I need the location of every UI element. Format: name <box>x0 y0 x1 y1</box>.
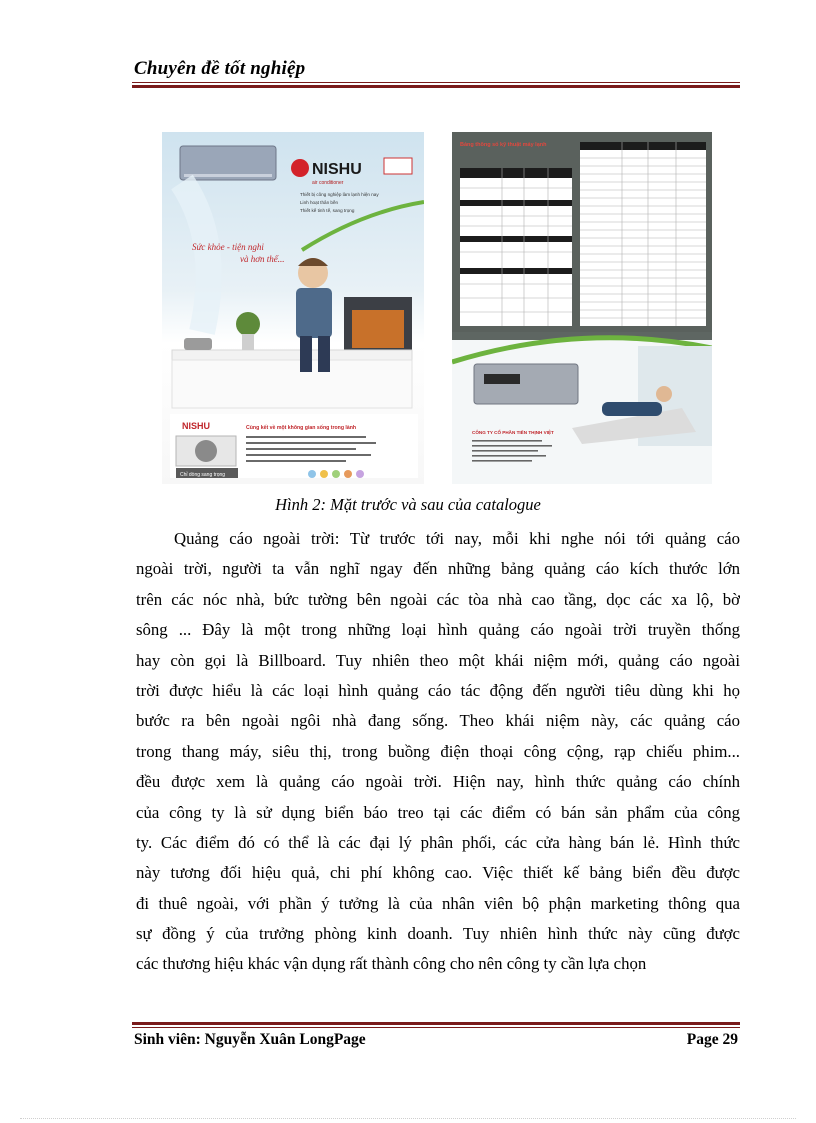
catalogue-front-graphic <box>162 132 424 484</box>
front-bullet: Thiết kế tinh tế, sang trọng <box>300 208 355 213</box>
paragraph-line: trong thang máy, siêu thị, trong buồng điện thoại công cộng, rạp chiếu phim... <box>136 741 740 761</box>
paragraph-line: trên các nóc nhà, bức tường bên ngoài các tòa nhà cao tầng, dọc các xa lộ, bờ <box>136 589 740 609</box>
header-rule-thick <box>132 85 740 88</box>
front-bullet: Linh hoạt thân bền <box>300 200 339 205</box>
paragraph-line: Quảng cáo ngoài trời: Từ trước tới nay, mỗi khi nghe nói tới quảng cáo <box>174 529 740 548</box>
footer-rule-thick <box>132 1022 740 1025</box>
footer-page-number: Page 29 <box>686 1031 738 1048</box>
body-paragraph <box>136 524 740 980</box>
paragraph-line: này tương đối hiệu quả, chi phí không cao. Việc thiết kế bảng biển đều được <box>136 863 740 883</box>
paragraph-line: đều được xem là quảng cáo ngoài trời. Hiện nay, hình thức quảng cáo chính <box>136 772 740 792</box>
footer-rule-thin <box>132 1027 740 1028</box>
bottom-brand: NISHU <box>182 421 211 431</box>
paragraph-line: bước ra bên ngoài ngôi nhà đang sống. Theo khái niệm này, các quảng cáo <box>136 711 740 731</box>
catalogue-back-graphic <box>452 132 712 484</box>
brand-logo-icon <box>291 159 309 177</box>
paragraph-line: các thương hiệu khác vận dụng rất thành công cho nên công ty cần lựa chọn <box>136 954 647 974</box>
spec-table-right <box>580 142 706 326</box>
paragraph-line: sự đồng ý của trưởng phòng kinh doanh. Tuy nhiên hình thức này cũng được <box>136 924 740 944</box>
paragraph-line: đi thuê ngoài, với phần ý tưởng là của nhân viên bộ phận marketing thông qua <box>136 893 740 913</box>
catalogue-back-image <box>452 132 712 484</box>
paragraph-line: ty. Các điểm đó có thể là các đại lý phân phối, các cửa hàng bán lẻ. Hình thức <box>136 832 740 852</box>
footer-student: Sinh viên: Nguyễn Xuân LongPage <box>134 1031 366 1048</box>
header-rule-thin <box>132 82 740 83</box>
paragraph-line: trời được hiểu là các loại hình quảng cáo tác động đến người tiêu dùng khi họ <box>136 680 740 700</box>
spec-table-left <box>460 168 572 326</box>
slogan-line2: và hơn thế... <box>240 254 285 264</box>
bottom-headline: Cùng kết về một không gian sống trong lành <box>246 425 357 431</box>
paragraph-line: hay còn gọi là Billboard. Tuy nhiên theo một khái niệm mới, quảng cáo ngoài <box>136 650 740 670</box>
figure-caption: Hình 2: Mặt trước và sau của catalogue <box>275 495 541 514</box>
spec-heading: Bảng thông số kỹ thuật máy lạnh <box>460 142 547 148</box>
page-bottom-border <box>20 1118 796 1119</box>
slogan-line1: Sức khỏe - tiện nghi <box>192 242 264 252</box>
brand-logo-text: NISHU <box>312 161 362 178</box>
catalogue-front-image <box>162 132 424 484</box>
front-bullet: Thiết bị công nghiệp làm lạnh hiện nay <box>300 192 379 197</box>
paragraph-line: sông ... Đây là một trong những loại hình quảng cáo ngoài trời truyền thống <box>136 620 740 640</box>
front-badge: Chỉ dòng sang trọng <box>180 472 226 478</box>
brand-sub-text: air conditioner <box>312 180 344 186</box>
paragraph-line: của công ty là sử dụng biển báo treo tại các điểm có bán sản phẩm của công <box>136 802 740 822</box>
company-name: CÔNG TY CỔ PHẦN TIẾN THỊNH VIỆT <box>472 430 554 435</box>
header-title: Chuyên đề tốt nghiệp <box>134 58 306 79</box>
paragraph-line: ngoài trời, người ta vẫn nghĩ ngay đến những bảng quảng cáo kích thước lớn <box>136 559 740 579</box>
